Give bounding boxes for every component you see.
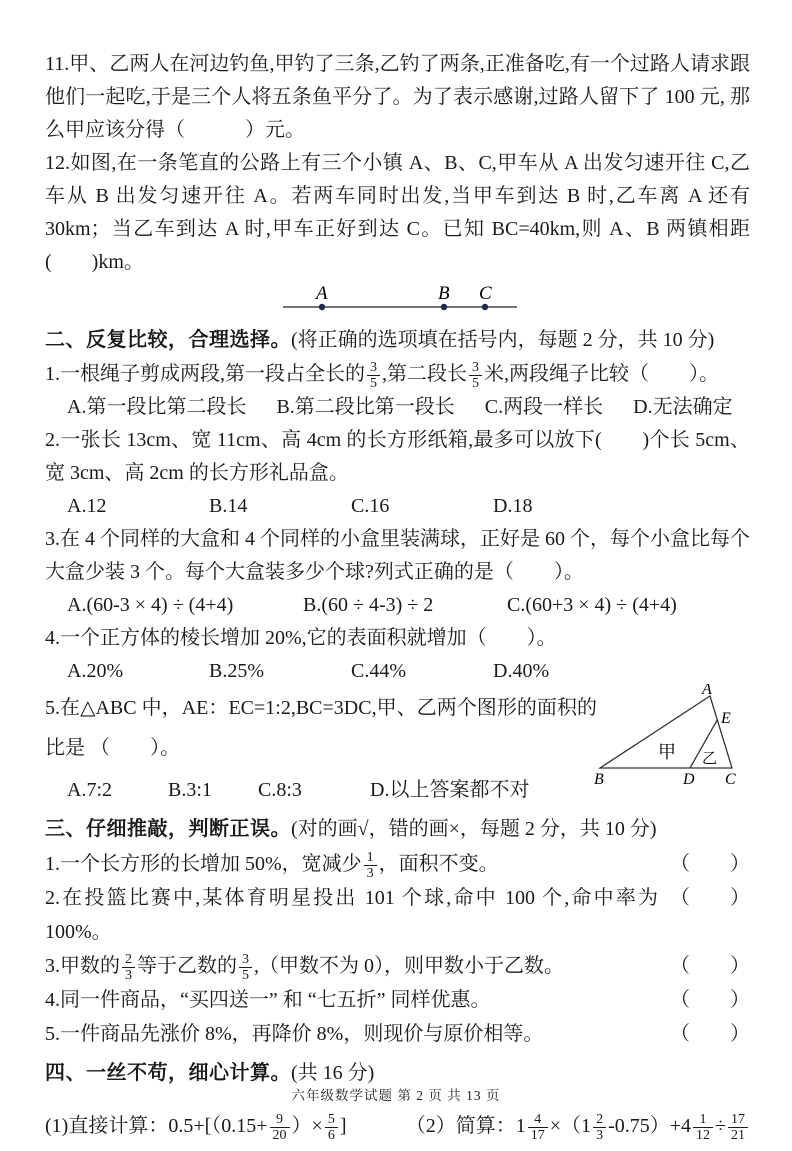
section4-calculations-item-1: (1)直接计算：0.5+[（0.15+ $\frac{9}{20}$ ）× $\frac{5}{6}$ ] [45,1111,347,1143]
section-2-heading-note: (将正确的选项填在括号内，每题 2 分，共 10 分) [291,329,715,351]
section2-question-3-options [45,589,750,622]
section2-question-3-options-c: C.(60+3 × 4) ÷ (4+4) [507,594,677,616]
section2-question-5-options-c: C.8:3 [258,779,302,801]
section2-question-2-options [45,490,750,523]
point-a-label: A [316,283,328,304]
fraction: $\frac{9}{20}$ [270,1112,290,1143]
section3-question-3-answer-blank: （ ） [670,955,750,977]
point-c-dot [482,304,488,310]
section4-calculations [45,1101,750,1151]
fraction: $\frac{17}{21}$ [728,1112,748,1143]
section3-question-4 [45,983,750,1017]
section3-question-2-text: 2.在投篮比赛中,某体育明星投出 101 个球,命中 100 个,命中率为 100%。 [45,887,658,943]
section2-question-5-options-d: D.以上答案都不对 [370,779,530,801]
section2-question-4-options-c: C.44% [351,660,406,682]
vertex-c-label: C [725,771,736,788]
section3-question-3 [45,949,750,983]
section2-question-1: 1.一根绳子剪成两段,第一段占全长的 $\frac{3}{5}$ ,第二段长 $\frac{3}{5}$ 米,两段绳子比较（ ）。 [45,359,719,391]
point-b-dot [441,304,447,310]
point-a-dot [319,304,325,310]
section-4-heading-title: 四、一丝不苟，细心计算。 [45,1062,291,1084]
fraction: $\frac{2}{3}$ [593,1112,606,1143]
question-11: 11.甲、乙两人在河边钓鱼,甲钓了三条,乙钓了两条,正准备吃,有一个过路人请求跟他们一起吃,于是三个人将五条鱼平分了。为了表示感谢,过路人留下了 100 元, 那么甲应该分得（ ）元。 [45,53,750,141]
section-3-heading-note: (对的画√，错的画×，每题 2 分，共 10 分) [291,818,657,840]
section3-question-5 [45,1017,750,1051]
section2-question-3: 3.在 4 个同样的大盒和 4 个同样的小盒里装满球，正好是 60 个，每个小盒比每个大盒少装 3 个。每个大盒装多少个球?列式正确的是（ ）。 [45,528,750,583]
section4-calculations-item-2: （2）简算：1 $\frac{4}{17}$ ×（1 $\frac{2}{3}$ -0.75）+4 $\frac{1}{12}$ ÷ $\frac{17}{21}$ [406,1101,750,1151]
section3-question-5-answer-blank: （ ） [670,1023,750,1045]
section2-question-2-options-b: B.14 [209,495,248,517]
point-d-label: D [683,771,695,788]
section2-question-1-options [45,391,750,424]
fraction: $\frac{2}{3}$ [122,952,135,983]
fraction: $\frac{3}{5}$ [367,360,380,391]
section3-question-1-answer-blank: （ ） [670,853,750,875]
section2-question-5-figure [592,684,744,788]
section2-question-1-options-d: D.无法确定 [633,396,733,418]
question-12-figure [277,282,750,318]
question-12: 12.如图,在一条笔直的公路上有三个小镇 A、B、C,甲车从 A 出发匀速开往 C,乙车从 B 出发匀速开往 A。若两车同时出发,当甲车到达 B 时,乙车离 A 还有 30km；当乙车到达 A 时,甲车正好到达 C。已知 BC=40km,则 A、B 两镇相距( )km。 [45,152,750,273]
section2-question-3-options-a: A.(60-3 × 4) ÷ (4+4) [67,594,234,616]
region-jia-label: 甲 [658,742,676,762]
section3-question-2-answer-blank: （ ） [670,887,750,909]
section-4-heading-note: (共 16 分) [291,1062,375,1084]
section-2-heading [45,322,750,358]
section2-question-4-options-b: B.25% [209,660,264,682]
section3-question-2 [45,881,750,949]
section2-question-1-options-a: A.第一段比第二段长 [67,396,247,418]
section3-question-1 [45,847,750,881]
section-2-heading-title: 二、反复比较，合理选择。 [45,329,291,351]
section2-question-4-options-d: D.40% [493,660,550,682]
section2-question-2-options-a: A.12 [67,495,107,517]
section2-question-1-options-b: B.第二段比第一段长 [276,396,455,418]
section2-question-2: 2.一张长 13cm、宽 11cm、高 4cm 的长方形纸箱,最多可以放下( )个长 5cm、宽 3cm、高 2cm 的长方形礼品盒。 [45,429,750,484]
fraction: $\frac{1}{12}$ [693,1112,713,1143]
section-3-heading-title: 三、仔细推敲，判断正误。 [45,818,291,840]
page-footer: 六年级数学试题 第 2 页 共 13 页 [291,1088,501,1103]
section3-question-5-text: 5.一件商品先涨价 8%，再降价 8%，则现价与原价相等。 [45,1023,544,1045]
fraction: $\frac{3}{5}$ [239,952,252,983]
fraction: $\frac{3}{5}$ [469,360,482,391]
section2-question-2-options-c: C.16 [351,495,390,517]
fraction: $\frac{5}{6}$ [325,1112,338,1143]
section2-question-1-options-c: C.两段一样长 [484,396,604,418]
fraction: $\frac{1}{3}$ [364,850,377,881]
point-c-label: C [479,283,492,304]
section3-question-3-text: 3.甲数的 $\frac{2}{3}$ 等于乙数的 $\frac{3}{5}$ ,（甲数不为 0），则甲数小于乙数。 [45,951,564,983]
point-e-label: E [721,710,731,727]
road-line-figure [277,282,522,318]
point-b-label: B [438,283,450,304]
section2-question-5-options-a: A.7:2 [67,779,112,801]
section2-question-4: 4.一个正方体的棱长增加 20%,它的表面积就增加（ ）。 [45,627,557,649]
section3-question-1-text: 1.一个长方形的长增加 50%，宽减少 $\frac{1}{3}$ ，面积不变。 [45,849,499,881]
section2-question-5 [45,684,750,788]
section2-question-4-options-a: A.20% [67,660,124,682]
vertex-b-label: B [594,771,604,788]
section3-question-4-answer-blank: （ ） [670,989,750,1011]
section-3-heading [45,811,750,847]
section3-question-4-text: 4.同一件商品，“买四送一” 和 “七五折” 同样优惠。 [45,989,491,1011]
section2-question-5-text: 5.在△ABC 中，AE：EC=1:2,BC=3DC,甲、乙两个图形的面积的比是 （ ）。 [45,697,597,759]
fraction: $\frac{4}{17}$ [528,1112,548,1143]
section2-question-3-options-b: B.(60 ÷ 4-3) ÷ 2 [303,594,434,616]
section2-question-2-options-d: D.18 [493,495,533,517]
section2-question-5-options-b: B.3:1 [168,779,212,801]
region-yi-label: 乙 [702,751,718,767]
vertex-a-label: A [702,684,712,698]
triangle-figure [592,684,744,788]
